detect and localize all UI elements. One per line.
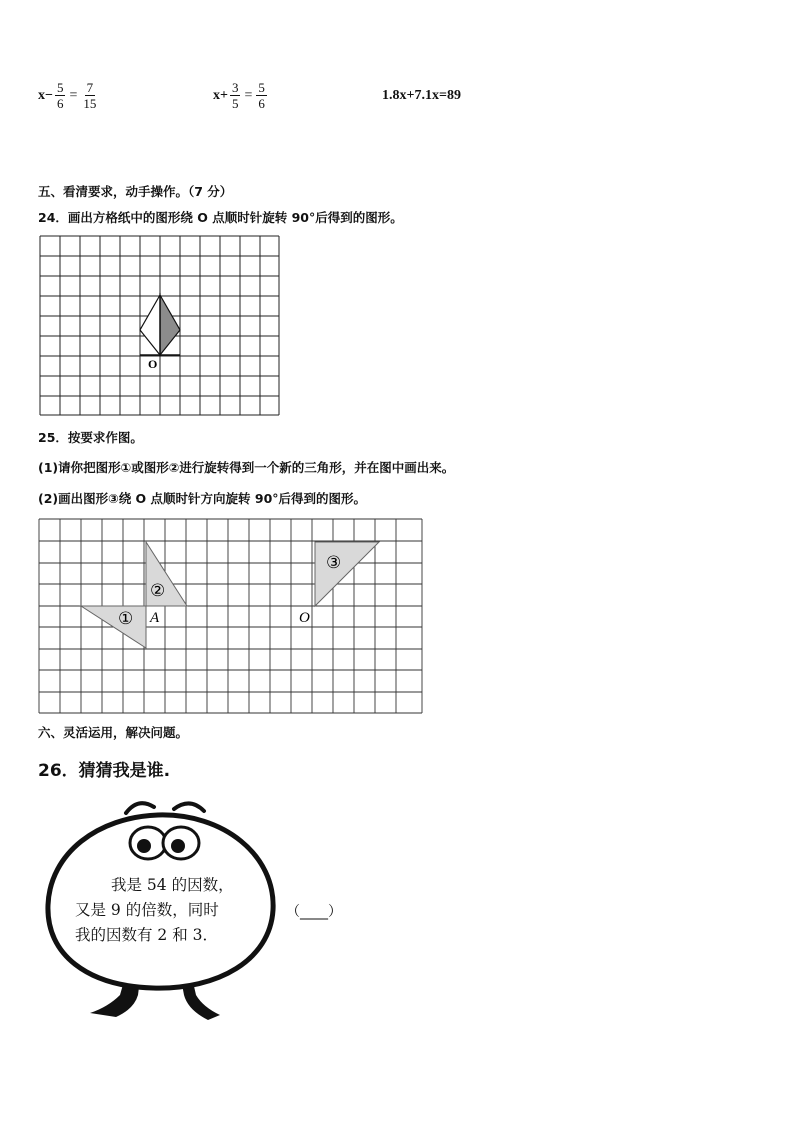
- q25-shape-2-label: ②: [150, 581, 166, 600]
- bubble-line-1: 我是 54 的因数，: [111, 876, 234, 894]
- eq1-frac-b-num: 7: [86, 80, 94, 95]
- q25-point-o: O: [299, 610, 310, 626]
- question-25-part-2: (2)画出图形③绕 O 点顺时针方向旋转 90°后得到的图形。: [38, 491, 367, 506]
- eq1-lhs: x−: [38, 87, 53, 103]
- eq2-frac-b-num: 5: [258, 80, 265, 95]
- q24-kite-right-half: [160, 295, 180, 355]
- equation-2: [213, 80, 269, 111]
- bubble-line-3: 我的因数有 2 和 3．: [75, 926, 219, 944]
- left-eyebrow-icon: [126, 803, 154, 813]
- equation-3: 1.8x+7.1x=89: [382, 88, 461, 103]
- q25-grid-figure: [38, 518, 424, 715]
- eq2-fraction-b: [256, 80, 267, 111]
- eq1-frac-a-num: 5: [56, 80, 64, 95]
- eq1-equals: =: [69, 87, 78, 103]
- right-eyebrow-icon: [174, 803, 204, 811]
- q25-shape-1-label: ①: [118, 609, 134, 628]
- q25-shape-3-label: ③: [326, 553, 342, 572]
- question-25-part-1: (1)请你把图形①或图形②进行旋转得到一个新的三角形，并在图中画出来。: [38, 460, 455, 475]
- bubble-line-2: 又是 9 的倍数，同时: [75, 901, 219, 919]
- q25-point-a: A: [150, 610, 160, 626]
- section-5-heading: 五、看清要求，动手操作。（7 分）: [38, 184, 233, 199]
- q26-answer-blank[interactable]: （____）: [286, 904, 342, 920]
- section-6-heading: 六、灵活运用，解决问题。: [38, 725, 189, 740]
- eq2-frac-b-den: 6: [258, 96, 265, 111]
- q24-grid-figure: [38, 235, 281, 417]
- eq2-frac-a-den: 5: [231, 96, 239, 111]
- eq1-fraction-b: [81, 80, 98, 111]
- q24-kite-left-half: [140, 295, 160, 355]
- eq2-frac-a-num: 3: [231, 80, 239, 95]
- eq2-equals: =: [244, 87, 253, 103]
- eq2-lhs: x+: [213, 87, 228, 103]
- right-pupil-icon: [171, 839, 185, 853]
- q25-shape-3: [315, 542, 379, 606]
- question-26-title: 26．猜猜我是谁.: [38, 761, 171, 781]
- equation-1: [38, 80, 100, 111]
- left-pupil-icon: [137, 839, 151, 853]
- eq2-fraction-a: [230, 80, 241, 111]
- q26-bubble-text: [75, 873, 285, 948]
- question-24-text: 24．画出方格纸中的图形绕 O 点顺时针旋转 90°后得到的图形。: [38, 210, 403, 225]
- eq1-fraction-a: [55, 80, 66, 111]
- eq1-frac-a-den: 6: [56, 96, 64, 111]
- eq1-frac-b-den: 15: [83, 96, 97, 111]
- q24-point-o: O: [148, 357, 158, 371]
- question-25-title: 25．按要求作图。: [38, 430, 143, 445]
